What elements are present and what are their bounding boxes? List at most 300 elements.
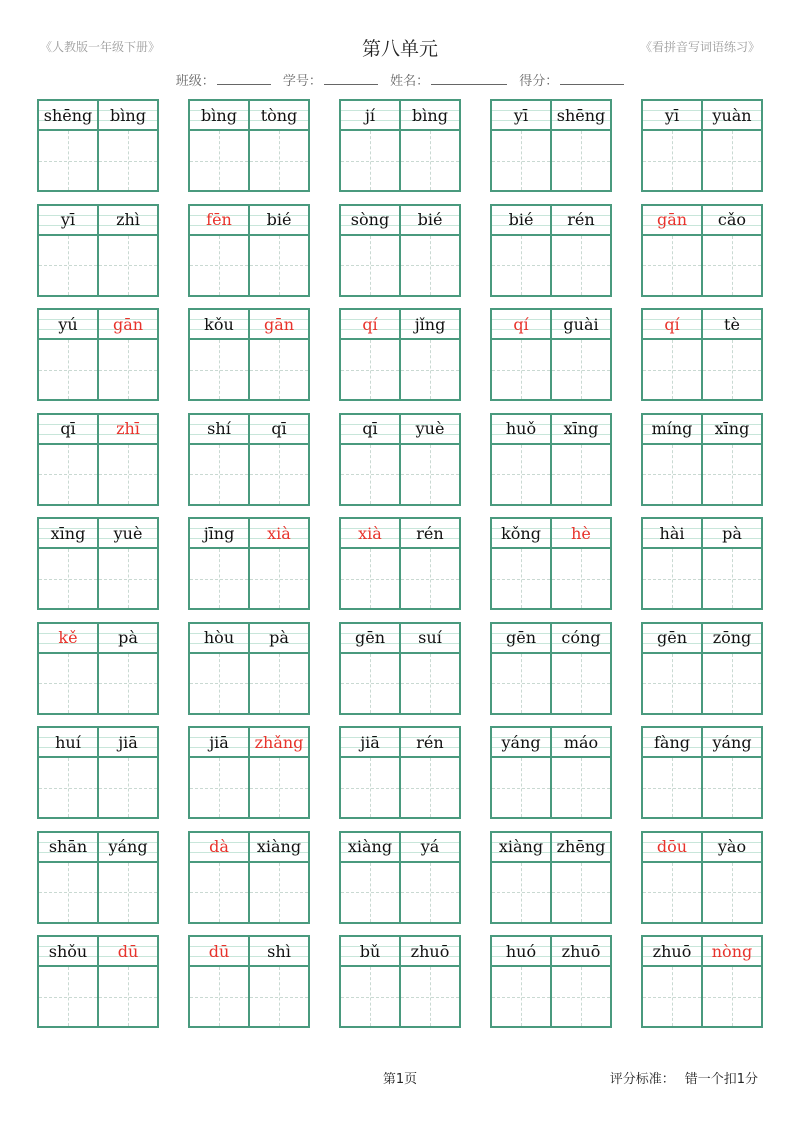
pinyin-label: hài [643,519,701,549]
pinyin-label: hè [552,519,610,549]
writing-square[interactable] [552,758,610,817]
writing-square[interactable] [190,758,248,817]
character-cell [248,937,308,1026]
word-box [490,935,612,1028]
pinyin-label: yī [643,101,701,131]
writing-square[interactable] [552,131,610,190]
character-cell [341,728,399,817]
word-box [490,413,612,506]
writing-square[interactable] [492,340,550,399]
writing-square[interactable] [341,654,399,713]
character-cell [399,728,459,817]
writing-square[interactable] [552,445,610,504]
word-box [641,935,763,1028]
pinyin-label: bìng [99,101,157,131]
character-cell [701,310,761,399]
pinyin-label: dōu [643,833,701,863]
writing-square[interactable] [401,340,459,399]
writing-square[interactable] [401,445,459,504]
pinyin-label: rén [401,519,459,549]
pinyin-label: gēn [643,624,701,654]
pinyin-label: cóng [552,624,610,654]
pinyin-label: pà [99,624,157,654]
writing-square[interactable] [341,967,399,1026]
writing-square[interactable] [703,445,761,504]
character-cell [701,937,761,1026]
pinyin-label: yáng [492,728,550,758]
character-cell [190,415,248,504]
writing-square[interactable] [703,863,761,922]
pinyin-label: zhǎng [250,728,308,758]
writing-square[interactable] [492,549,550,608]
class-blank[interactable] [217,84,271,85]
pinyin-label: yī [492,101,550,131]
pinyin-label: máo [552,728,610,758]
writing-square[interactable] [703,758,761,817]
score-label: 得分： [519,74,559,89]
page-title: 第八单元 [361,38,438,60]
character-cell [341,415,399,504]
publisher-label: 《人教版一年级下册》 [40,40,161,54]
writing-square[interactable] [643,967,701,1026]
character-cell [492,937,550,1026]
character-cell [492,310,550,399]
pinyin-label: jí [341,101,399,131]
character-cell [341,833,399,922]
class-field[interactable] [176,70,271,89]
writing-square[interactable] [643,131,701,190]
word-box [490,204,612,297]
writing-square[interactable] [401,967,459,1026]
pinyin-label: gēn [492,624,550,654]
pinyin-label: xià [341,519,399,549]
pinyin-label: yá [401,833,459,863]
pinyin-label: yáng [99,833,157,863]
writing-square[interactable] [250,967,308,1026]
pinyin-label: bié [250,206,308,236]
character-cell [190,519,248,608]
writing-square[interactable] [401,863,459,922]
word-box [37,99,159,192]
character-cell [492,624,550,713]
word-box [37,517,159,610]
writing-square[interactable] [190,549,248,608]
word-box [188,935,310,1028]
writing-square[interactable] [99,549,157,608]
word-box [188,517,310,610]
character-cell [399,519,459,608]
character-cell [492,415,550,504]
writing-square[interactable] [341,445,399,504]
character-cell [248,624,308,713]
character-cell [97,101,157,190]
score-field[interactable] [519,70,624,89]
character-cell [550,624,610,713]
student-info-line [0,70,800,89]
pinyin-label: yuè [99,519,157,549]
pinyin-label: míng [643,415,701,445]
character-cell [97,415,157,504]
character-cell [643,833,701,922]
character-cell [492,728,550,817]
writing-square[interactable] [492,131,550,190]
writing-square[interactable] [552,549,610,608]
writing-square[interactable] [250,131,308,190]
writing-square[interactable] [39,445,97,504]
writing-square[interactable] [39,967,97,1026]
writing-square[interactable] [341,340,399,399]
pinyin-label: fēn [190,206,248,236]
character-cell [39,624,97,713]
writing-square[interactable] [99,967,157,1026]
score-blank[interactable] [560,84,624,85]
word-box [339,726,461,819]
writing-square[interactable] [39,549,97,608]
writing-square[interactable] [492,863,550,922]
pinyin-label: jǐng [401,310,459,340]
pinyin-label: zhì [99,206,157,236]
word-box [641,413,763,506]
word-box [490,517,612,610]
pinyin-label: hòu [190,624,248,654]
page-number: 第1页 [382,1072,418,1087]
writing-square[interactable] [703,549,761,608]
word-box [641,831,763,924]
character-cell [643,519,701,608]
character-cell [39,833,97,922]
pinyin-label: xīng [552,415,610,445]
pinyin-label: bìng [190,101,248,131]
writing-square[interactable] [492,445,550,504]
character-cell [643,624,701,713]
character-cell [341,937,399,1026]
character-cell [643,728,701,817]
pinyin-label: zhuō [643,937,701,967]
writing-square[interactable] [250,758,308,817]
character-cell [97,310,157,399]
character-cell [550,101,610,190]
character-cell [643,206,701,295]
scoring-rule-text: 错一个扣1分 [684,1072,758,1087]
character-cell [701,101,761,190]
writing-square[interactable] [341,131,399,190]
character-cell [550,937,610,1026]
word-box [641,622,763,715]
writing-square[interactable] [703,340,761,399]
word-box [490,622,612,715]
character-cell [97,519,157,608]
writing-square[interactable] [401,549,459,608]
pinyin-label: zhī [99,415,157,445]
writing-square[interactable] [39,863,97,922]
character-cell [190,101,248,190]
pinyin-label: xīng [39,519,97,549]
character-cell [643,101,701,190]
writing-square[interactable] [341,549,399,608]
pinyin-label: dū [190,937,248,967]
character-cell [39,937,97,1026]
character-cell [190,728,248,817]
pinyin-label: jiā [341,728,399,758]
pinyin-label: shēng [552,101,610,131]
character-cell [248,728,308,817]
word-box [339,308,461,401]
pinyin-label: qī [250,415,308,445]
word-box [339,831,461,924]
pinyin-label: gān [643,206,701,236]
word-box [641,204,763,297]
word-box [490,308,612,401]
writing-square[interactable] [643,549,701,608]
writing-square[interactable] [643,758,701,817]
character-cell [701,206,761,295]
pinyin-label: bìng [401,101,459,131]
word-box [339,204,461,297]
word-box [339,413,461,506]
word-box [37,935,159,1028]
pinyin-label: xiàng [341,833,399,863]
pinyin-label: fàng [643,728,701,758]
writing-square[interactable] [401,236,459,295]
character-cell [39,310,97,399]
writing-square[interactable] [190,131,248,190]
writing-square[interactable] [250,340,308,399]
pinyin-label: suí [401,624,459,654]
character-cell [399,624,459,713]
word-box [188,204,310,297]
pinyin-label: kě [39,624,97,654]
character-cell [399,206,459,295]
pinyin-label: tè [703,310,761,340]
writing-square[interactable] [401,654,459,713]
character-cell [39,415,97,504]
writing-square[interactable] [341,758,399,817]
character-cell [341,310,399,399]
pinyin-label: gēn [341,624,399,654]
writing-square[interactable] [99,236,157,295]
name-label: 姓名： [390,74,430,89]
character-cell [643,415,701,504]
pinyin-label: zhēng [552,833,610,863]
writing-square[interactable] [552,236,610,295]
word-box [37,308,159,401]
writing-square[interactable] [190,445,248,504]
pinyin-label: zhuō [552,937,610,967]
character-cell [97,728,157,817]
writing-square[interactable] [190,654,248,713]
pinyin-label: gān [250,310,308,340]
writing-square[interactable] [99,340,157,399]
character-cell [399,310,459,399]
word-grid [37,99,763,1028]
pinyin-label: yú [39,310,97,340]
pinyin-label: zōng [703,624,761,654]
character-cell [341,624,399,713]
pinyin-label: xiàng [492,833,550,863]
student-id-blank[interactable] [324,84,378,85]
writing-square[interactable] [99,863,157,922]
pinyin-label: yuàn [703,101,761,131]
character-cell [190,937,248,1026]
writing-square[interactable] [703,967,761,1026]
pinyin-label: dà [190,833,248,863]
writing-square[interactable] [99,131,157,190]
pinyin-label: shí [190,415,248,445]
writing-square[interactable] [250,445,308,504]
name-field[interactable] [390,70,507,89]
character-cell [492,206,550,295]
pinyin-label: yuè [401,415,459,445]
character-cell [550,519,610,608]
writing-square[interactable] [250,863,308,922]
character-cell [492,519,550,608]
writing-square[interactable] [492,654,550,713]
character-cell [190,310,248,399]
character-cell [701,833,761,922]
character-cell [550,728,610,817]
writing-square[interactable] [39,654,97,713]
writing-square[interactable] [250,654,308,713]
character-cell [643,310,701,399]
writing-square[interactable] [552,654,610,713]
character-cell [97,833,157,922]
character-cell [492,101,550,190]
word-box [37,726,159,819]
character-cell [701,728,761,817]
writing-square[interactable] [492,236,550,295]
pinyin-label: shēng [39,101,97,131]
character-cell [190,624,248,713]
character-cell [399,415,459,504]
writing-square[interactable] [552,863,610,922]
pinyin-label: yào [703,833,761,863]
character-cell [550,833,610,922]
character-cell [341,519,399,608]
pinyin-label: nòng [703,937,761,967]
writing-square[interactable] [39,236,97,295]
word-box [641,308,763,401]
scoring-rule [610,1068,758,1087]
character-cell [399,833,459,922]
character-cell [97,624,157,713]
pinyin-label: qī [39,415,97,445]
writing-square[interactable] [99,758,157,817]
writing-square[interactable] [99,445,157,504]
character-cell [248,101,308,190]
character-cell [399,937,459,1026]
character-cell [248,833,308,922]
pinyin-label: cǎo [703,206,761,236]
pinyin-label: bié [492,206,550,236]
writing-square[interactable] [552,340,610,399]
student-id-field[interactable] [283,70,378,89]
character-cell [550,415,610,504]
pinyin-label: kǒng [492,519,550,549]
word-box [37,413,159,506]
character-cell [341,101,399,190]
writing-square[interactable] [643,654,701,713]
writing-square[interactable] [341,236,399,295]
character-cell [341,206,399,295]
word-box [37,622,159,715]
pinyin-label: pà [703,519,761,549]
character-cell [39,728,97,817]
word-box [339,622,461,715]
writing-square[interactable] [492,758,550,817]
writing-square[interactable] [39,131,97,190]
pinyin-label: shì [250,937,308,967]
pinyin-label: sòng [341,206,399,236]
character-cell [39,101,97,190]
word-box [490,726,612,819]
writing-square[interactable] [250,549,308,608]
writing-square[interactable] [401,131,459,190]
writing-square[interactable] [341,863,399,922]
writing-square[interactable] [190,863,248,922]
word-box [490,99,612,192]
character-cell [643,937,701,1026]
writing-square[interactable] [643,340,701,399]
pinyin-label: zhuō [401,937,459,967]
character-cell [190,833,248,922]
character-cell [550,310,610,399]
writing-square[interactable] [703,654,761,713]
writing-square[interactable] [703,131,761,190]
pinyin-label: xiàng [250,833,308,863]
writing-square[interactable] [250,236,308,295]
writing-square[interactable] [552,967,610,1026]
pinyin-label: qí [492,310,550,340]
pinyin-label: shān [39,833,97,863]
pinyin-label: bié [401,206,459,236]
writing-square[interactable] [643,863,701,922]
word-box [339,99,461,192]
writing-square[interactable] [643,445,701,504]
writing-square[interactable] [39,758,97,817]
character-cell [248,519,308,608]
pinyin-label: dū [99,937,157,967]
writing-square[interactable] [492,967,550,1026]
writing-square[interactable] [190,236,248,295]
writing-square[interactable] [643,236,701,295]
writing-square[interactable] [190,967,248,1026]
name-blank[interactable] [431,84,507,85]
student-id-label: 学号： [282,74,322,89]
writing-square[interactable] [39,340,97,399]
word-box [339,517,461,610]
writing-square[interactable] [401,758,459,817]
word-box [339,935,461,1028]
character-cell [248,415,308,504]
word-box [188,831,310,924]
character-cell [399,101,459,190]
word-box [641,726,763,819]
pinyin-label: qí [643,310,701,340]
character-cell [248,206,308,295]
writing-square[interactable] [703,236,761,295]
word-box [188,99,310,192]
writing-square[interactable] [190,340,248,399]
pinyin-label: rén [401,728,459,758]
word-box [188,726,310,819]
word-box [490,831,612,924]
character-cell [190,206,248,295]
character-cell [248,310,308,399]
character-cell [550,206,610,295]
pinyin-label: kǒu [190,310,248,340]
character-cell [97,937,157,1026]
writing-square[interactable] [99,654,157,713]
